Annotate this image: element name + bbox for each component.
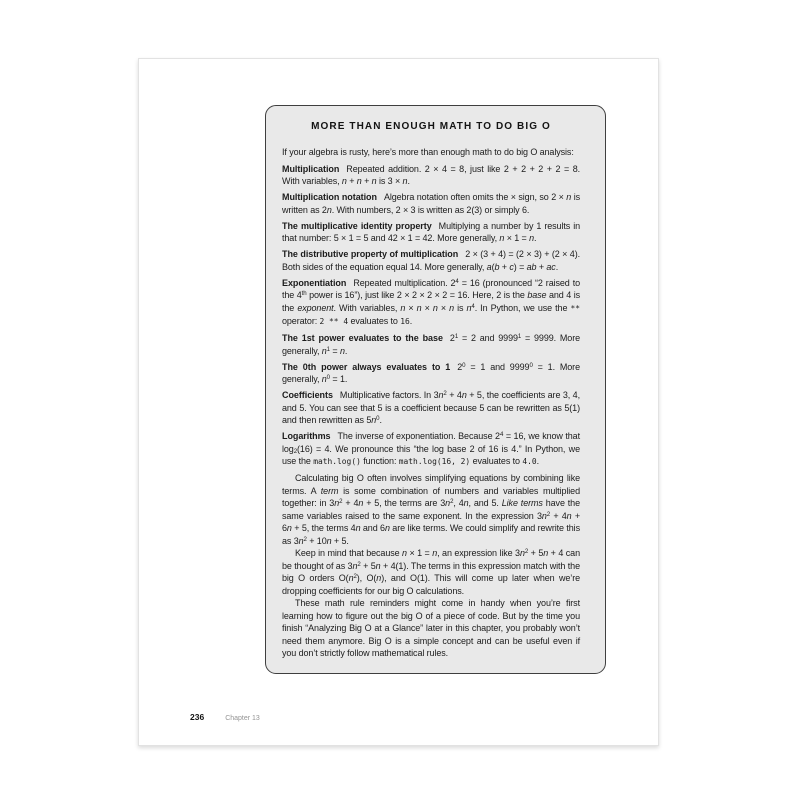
body-paragraph: Keep in mind that because n × 1 = n, an expression like $3n^2 + 5n + 4$ can be thought of as $3n^2 + 5n + 4(1)$. The terms in this expression match with the big O orders $O(n^2)$, O(n), and O(1). This will come up later when we’re dropping coefficients for our big O calculations.: [282, 548, 580, 596]
definition-entry: Exponentiation Repeated multiplication. $2^4 = 16$ (pronounced “2 raised to the 4th power is 16”), just like 2 × 2 × 2 × 2 = 16. Here, 2 is the base and 4 is the exponent. With variables, n × n × n × n is $n^4$. In Python, we use the ** operator: 2 ** 4 evaluates to 16.: [282, 277, 580, 326]
math-sidebar-box: [265, 105, 606, 674]
definition-term: The distributive property of multiplication: [282, 249, 459, 259]
definition-term: Multiplication notation: [282, 192, 377, 202]
definition-term: The 1st power evaluates to the base: [282, 333, 443, 343]
book-page: [138, 58, 659, 746]
chapter-label: Chapter 13: [225, 715, 260, 722]
intro-paragraph: If your algebra is rusty, here’s more than enough math to do big O analysis:: [282, 147, 574, 157]
definition-entry: The multiplicative identity property Multiplying a number by 1 results in that number: 5 × 1 = 5 and 42 × 1 = 42. More generally, n × 1 = n.: [282, 220, 581, 243]
definition-term: Logarithms: [282, 431, 331, 441]
page-number: 236: [190, 712, 205, 722]
definition-entry: The 0th power always evaluates to 1 $2^0 = 1$ and $9999^0 = 1$. More generally, $n^0 = 1$.: [282, 361, 580, 384]
body-paragraph: These math rule reminders might come in handy when you’re first learning how to figure out the big O of a piece of code. But by the time you finish “Analyzing Big O at a Glance” later in this chapter, you probably won’t need them anymore. Big O is a simple concept and can be useful even if you don’t strictly follow mathematical rules.: [282, 598, 580, 658]
sidebar-title: MORE THAN ENOUGH MATH TO DO BIG O: [311, 121, 551, 132]
definition-term: Coefficients: [282, 390, 333, 400]
page-footer: [190, 707, 260, 725]
definition-term: Multiplication: [282, 163, 340, 174]
body-paragraph: Calculating big O often involves simplifying equations by combining like terms. A term is some combination of numbers and variables multiplied together: in $3n^2 + 4n + 5$, the terms are $3n^2$, 4n, and 5. Like terms have the same variables raised to the same exponent. In the expression $3n^2 + 4n + 6n + 5$, the terms 4n and 6n are like terms. We could simplify and rewrite this as $3n^2 + 10n + 5$.: [282, 473, 580, 546]
definition-entry: Coefficients Multiplicative factors. In $3n^2 + 4n + 5$, the coefficients are 3, 4, and 5. You can see that 5 is a coefficient because 5 can be rewritten as 5(1) and then rewritten as $5n^0$.: [282, 390, 580, 425]
definition-entry: Multiplication notation Algebra notation often omits the × sign, so 2 × n is written as 2n. With numbers, 2 × 3 is written as 2(3) or simply 6.: [282, 192, 580, 215]
definition-entry: The 1st power evaluates to the base $2^1 = 2$ and $9999^1 = 9999$. More generally, $n^1 = n$.: [282, 333, 580, 356]
definition-entry: The distributive property of multiplication 2 × (3 + 4) = (2 × 3) + (2 × 4). Both sides of the equation equal 14. More generally, a(b + c) = ab + ac.: [282, 249, 580, 272]
definition-entry: Logarithms The inverse of exponentiation. Because $2^4 = 16$, we know that $\log_2(16) = 4$. We pronounce this “the log base 2 of 16 is 4.” In Python, we use the math.log() function: math.log(16, 2) evaluates to 4.0.: [282, 431, 580, 466]
definition-entry: Multiplication Repeated addition. 2 × 4 = 8, just like 2 + 2 + 2 + 2 = 8. With variables, n + n + n is 3 × n.: [282, 163, 580, 186]
definition-term: The multiplicative identity property: [282, 220, 432, 231]
definition-term: Exponentiation: [282, 277, 347, 288]
body-paragraphs: [282, 472, 580, 660]
definition-list: [282, 163, 580, 469]
definition-term: The 0th power always evaluates to 1: [282, 361, 451, 372]
